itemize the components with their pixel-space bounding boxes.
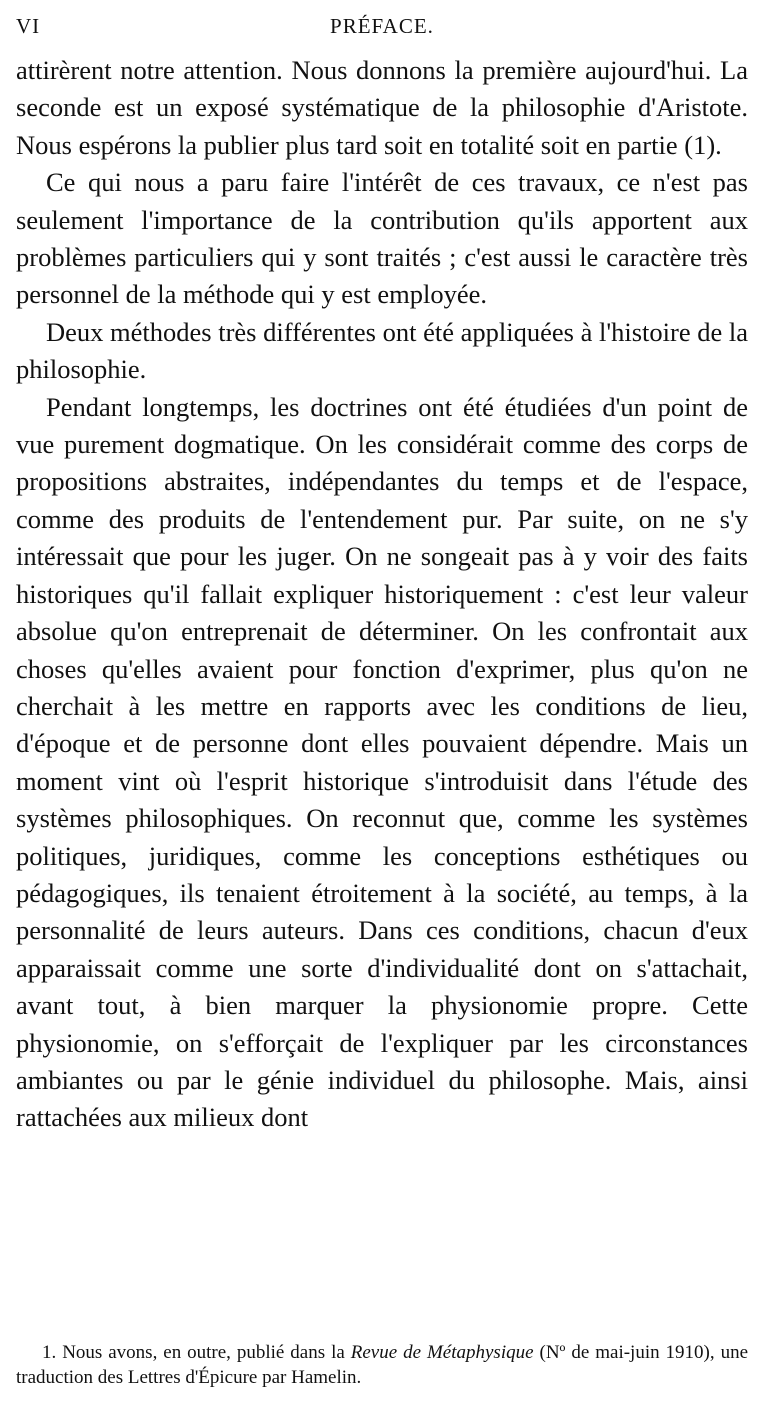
paragraph-method-interest: Ce qui nous a paru faire l'intérêt de ces travaux, ce n'est pas seulement l'importance de la contribution qu'ils apportent aux problèmes particuliers qui y sont traités ; c'est aussi le caractère très personnel de la méthode qui y est employée.	[16, 167, 748, 310]
footnote-tail: (Nº de mai-juin 1910), une traduction des Lettres d'Épicure par Hamelin.	[16, 1342, 749, 1388]
paragraph-two-methods: Deux méthodes très différentes ont été appliquées à l'histoire de la philosophie.	[16, 316, 748, 385]
footnote-lead: 1. Nous avons, en outre, publié dans la	[42, 1342, 351, 1363]
page-number: VI	[16, 14, 41, 38]
paragraph-dogmatic-history: Pendant longtemps, les doctrines ont été étudiées d'un point de vue purement dogmatique. On les considérait comme des corps de propositions abstraites, indépendantes du temps et de l'espace, comme des produits de l'entendement pur. Par suite, on ne s'y intéressait que pour les juger. On ne songeait pas à y voir des faits historiques qu'il fallait expliquer historiquement : c'est leur valeur absolue qu'on entreprenait de déterminer. On les confrontait aux choses qu'elles avaient pour fonction d'exprimer, plus qu'on ne cherchait à les mettre en rapports avec les conditions de lieu, d'époque et de personne dont elles pouvaient dépendre. Mais un moment vint où l'esprit historique s'introduisit dans l'étude des systèmes philosophiques. On reconnut que, comme les systèmes politiques, juridiques, comme les conceptions esthétiques ou pédagogiques, ils tenaient étroitement à la société, au temps, à la personnalité de leurs auteurs. Dans ces conditions, chacun d'eux apparaissait comme une sorte d'individualité dont on s'attachait, avant tout, à bien marquer la physionomie propre. Cette physionomie, on s'efforçait de l'expliquer par les circonstances ambiantes ou par le génie individuel du philosophe. Mais, ainsi rattachées aux milieux dont	[16, 391, 748, 1133]
running-title: PRÉFACE.	[330, 14, 434, 38]
page-header	[16, 14, 748, 44]
footnote-journal-title: Revue de Métaphysique	[350, 1342, 534, 1363]
footnote	[16, 1340, 748, 1390]
paragraph-continuation: attirèrent notre attention. Nous donnons la première aujourd'hui. La seconde est un exposé systématique de la philosophie d'Aristote. Nous espérons la publier plus tard soit en totalité soit en partie (1).	[16, 55, 748, 160]
body-text	[16, 52, 748, 1137]
footnote-text	[16, 1340, 748, 1390]
